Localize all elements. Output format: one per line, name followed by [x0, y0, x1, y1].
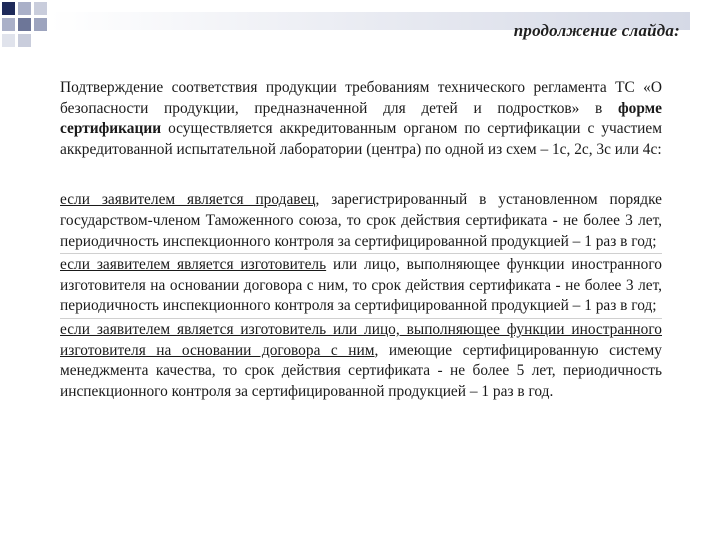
condition-item: [60, 189, 662, 252]
decorative-square: [34, 18, 47, 31]
intro-text-1: Подтверждение соответствия продукции требованиям технического регламента ТС «О безопасности продукции, предназначенной для детей и подростков» в: [60, 79, 662, 117]
decorative-square: [2, 18, 15, 31]
condition-item: [60, 253, 662, 317]
decorative-square: [18, 18, 31, 31]
slide-content: [60, 78, 662, 402]
condition-text: , зарегистрированный в установленном порядке государством-членом Таможенного союза, то срок действия сертификата - не более 3 лет, периодичность инспекционного контроля за сертифицированной продукцией – 1 раз в год;: [60, 191, 663, 250]
condition-underlined-text: если заявителем является продавец: [60, 191, 316, 209]
intro-bold-text: форме сертификации: [60, 99, 662, 138]
decorative-square: [18, 2, 31, 15]
decorative-square: [2, 2, 15, 15]
condition-text: или лицо, выполняющее функции иностранного изготовителя на основании договора с ним, то срок действия сертификата - не более 3 лет, периодичность инспекционного контроля за сертифицированной продукцией – 1 раз в год;: [60, 256, 662, 315]
decorative-square: [18, 34, 31, 47]
intro-text-2: осуществляется аккредитованным органом по сертификации с участием аккредитованной испытательной лаборатории (центра) по одной из схем – 1с, 2с, 3с или 4с:: [60, 120, 662, 158]
condition-underlined-text: если заявителем является изготовитель или лицо, выполняющее функции иностранного изготовителя на основании договора с ним: [60, 320, 662, 359]
decorative-square: [2, 34, 15, 47]
condition-item: [60, 318, 662, 402]
condition-underlined-text: если заявителем является изготовитель: [60, 256, 327, 274]
intro-paragraph: [60, 78, 662, 160]
slide-title: продолжение слайда:: [513, 21, 680, 40]
decorative-square: [34, 2, 47, 15]
condition-text: , имеющие сертифицированную систему менеджмента качества, то срок действия сертификата - не более 5 лет, периодичность инспекционного контроля за сертифицированной продукцией – 1 раз в год.: [60, 341, 662, 400]
